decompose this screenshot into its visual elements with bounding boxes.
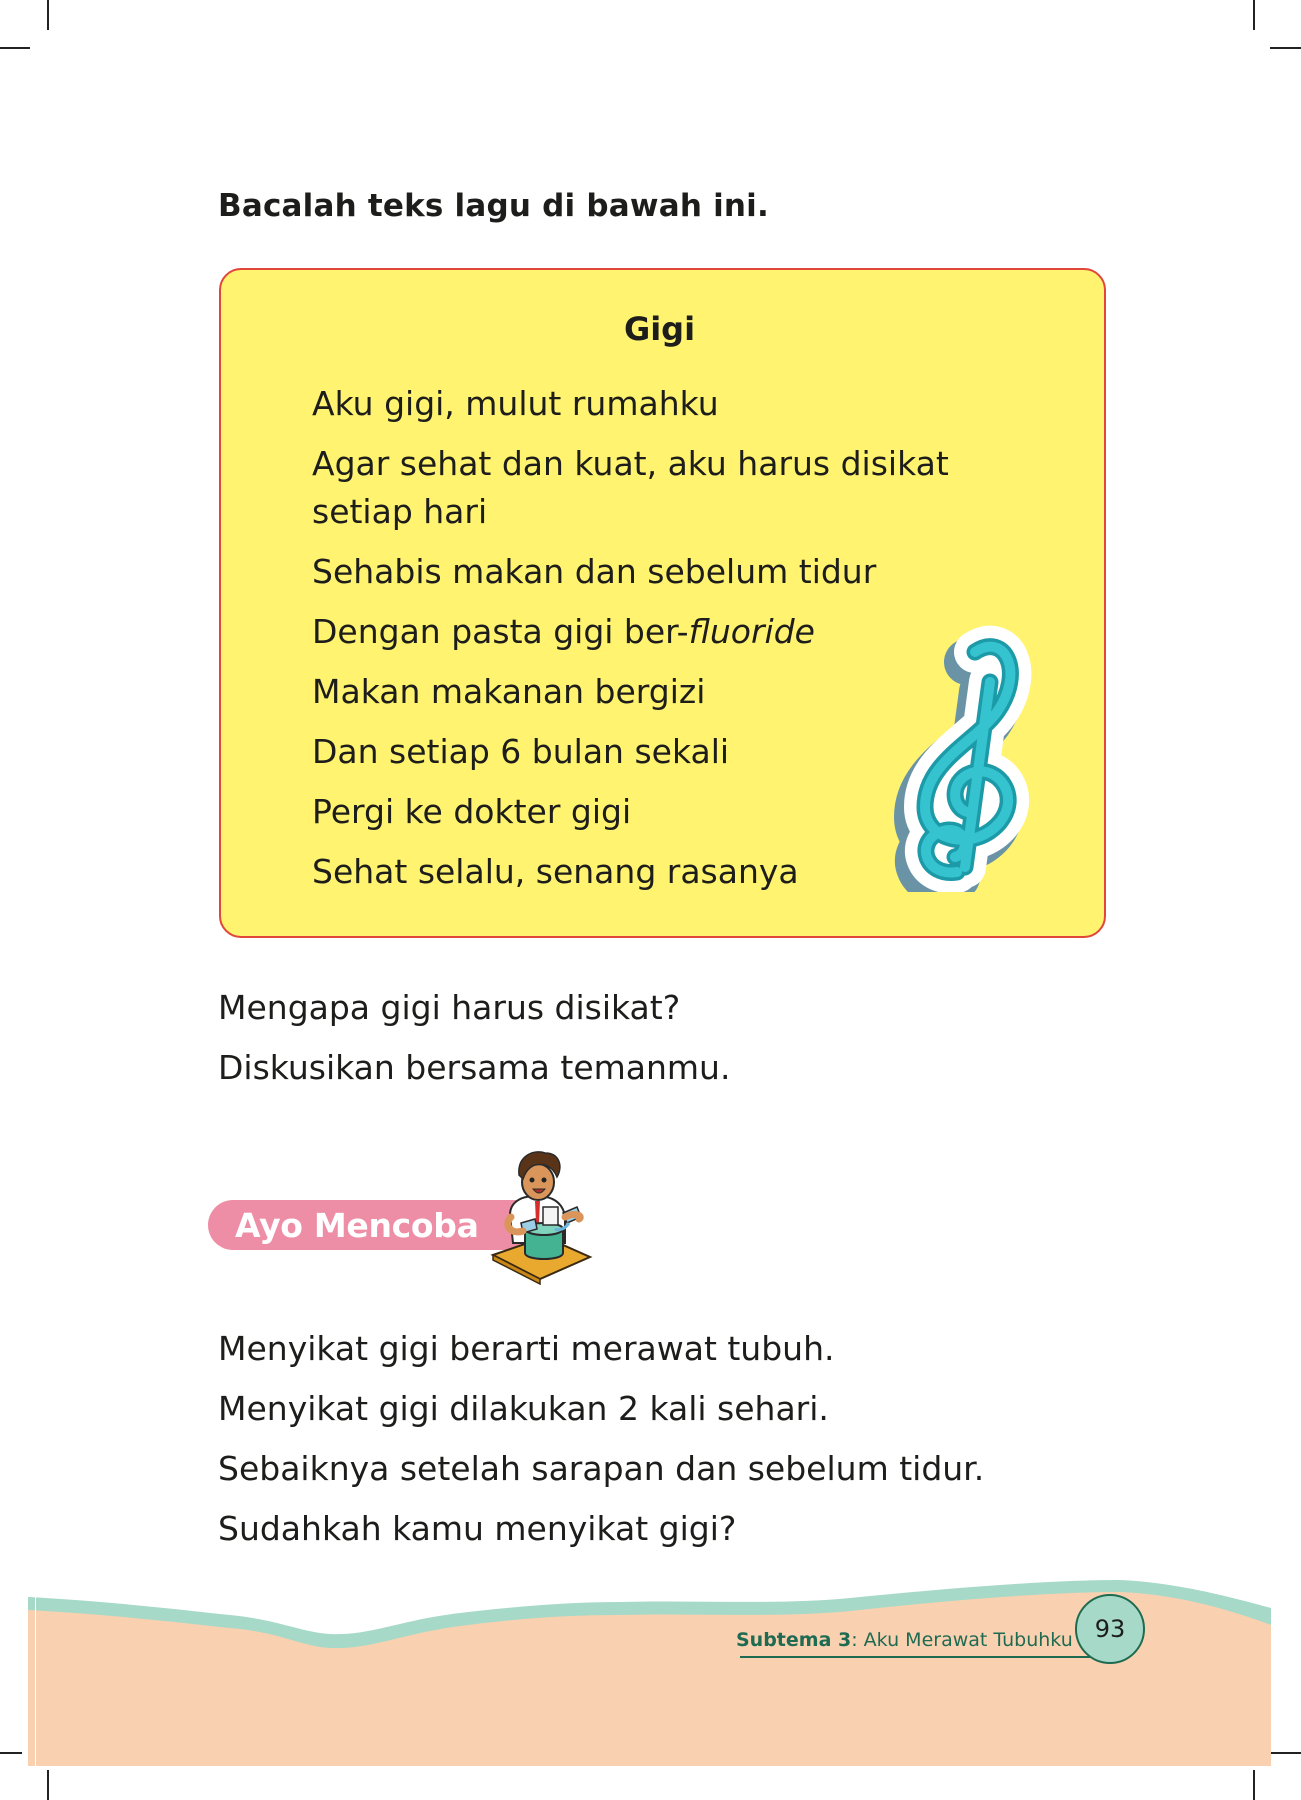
lyric-line: Makan makanan bergizi <box>312 672 706 711</box>
lyric-line: Pergi ke dokter gigi <box>312 792 632 831</box>
song-lyrics <box>312 380 952 908</box>
treble-clef-icon <box>885 622 1055 892</box>
body-line: Sebaiknya setelah sarapan dan sebelum tidur. <box>218 1449 985 1488</box>
subtema-prefix: Subtema 3 <box>736 1629 852 1651</box>
lyric-line: Agar sehat dan kuat, aku harus disikat setiap hari <box>312 444 949 531</box>
discussion-instruction: Diskusikan bersama temanmu. <box>218 1048 731 1087</box>
body-line: Menyikat gigi berarti merawat tubuh. <box>218 1329 835 1368</box>
lyric-line <box>312 608 952 656</box>
lyric-line: Aku gigi, mulut rumahku <box>312 384 719 423</box>
page-number: 93 <box>1094 1615 1126 1643</box>
lyric-line: Sehat selalu, senang rasanya <box>312 852 799 891</box>
instruction-heading: Bacalah teks lagu di bawah ini. <box>218 188 769 224</box>
page-number-badge <box>1075 1594 1145 1664</box>
subtema-title: : Aku Merawat Tubuhku <box>851 1629 1073 1651</box>
crop-mark <box>0 47 30 49</box>
lyric-text: Dengan pasta gigi ber- <box>312 612 689 651</box>
footer-divider <box>740 1656 1090 1658</box>
song-title-text: Gigi <box>623 310 696 348</box>
lyric-line: Dan setiap 6 bulan sekali <box>312 732 730 771</box>
body-line: Menyikat gigi dilakukan 2 kali sehari. <box>218 1389 829 1428</box>
discussion-question: Mengapa gigi harus disikat? <box>218 988 681 1027</box>
lyric-italic-term: fluoride <box>688 612 815 651</box>
lyric-line: Sehabis makan dan sebelum tidur <box>312 552 877 591</box>
body-line: Sudahkah kamu menyikat gigi? <box>218 1509 737 1548</box>
crop-mark <box>1270 47 1301 49</box>
song-title <box>221 310 1104 348</box>
footer-subtema-label <box>736 1629 1073 1651</box>
section-banner-label: Ayo Mencoba <box>235 1206 479 1245</box>
crop-mark <box>47 0 49 30</box>
boy-pouring-water-illustration <box>485 1145 610 1285</box>
crop-mark <box>1253 0 1255 30</box>
song-lyrics-box <box>219 268 1106 938</box>
